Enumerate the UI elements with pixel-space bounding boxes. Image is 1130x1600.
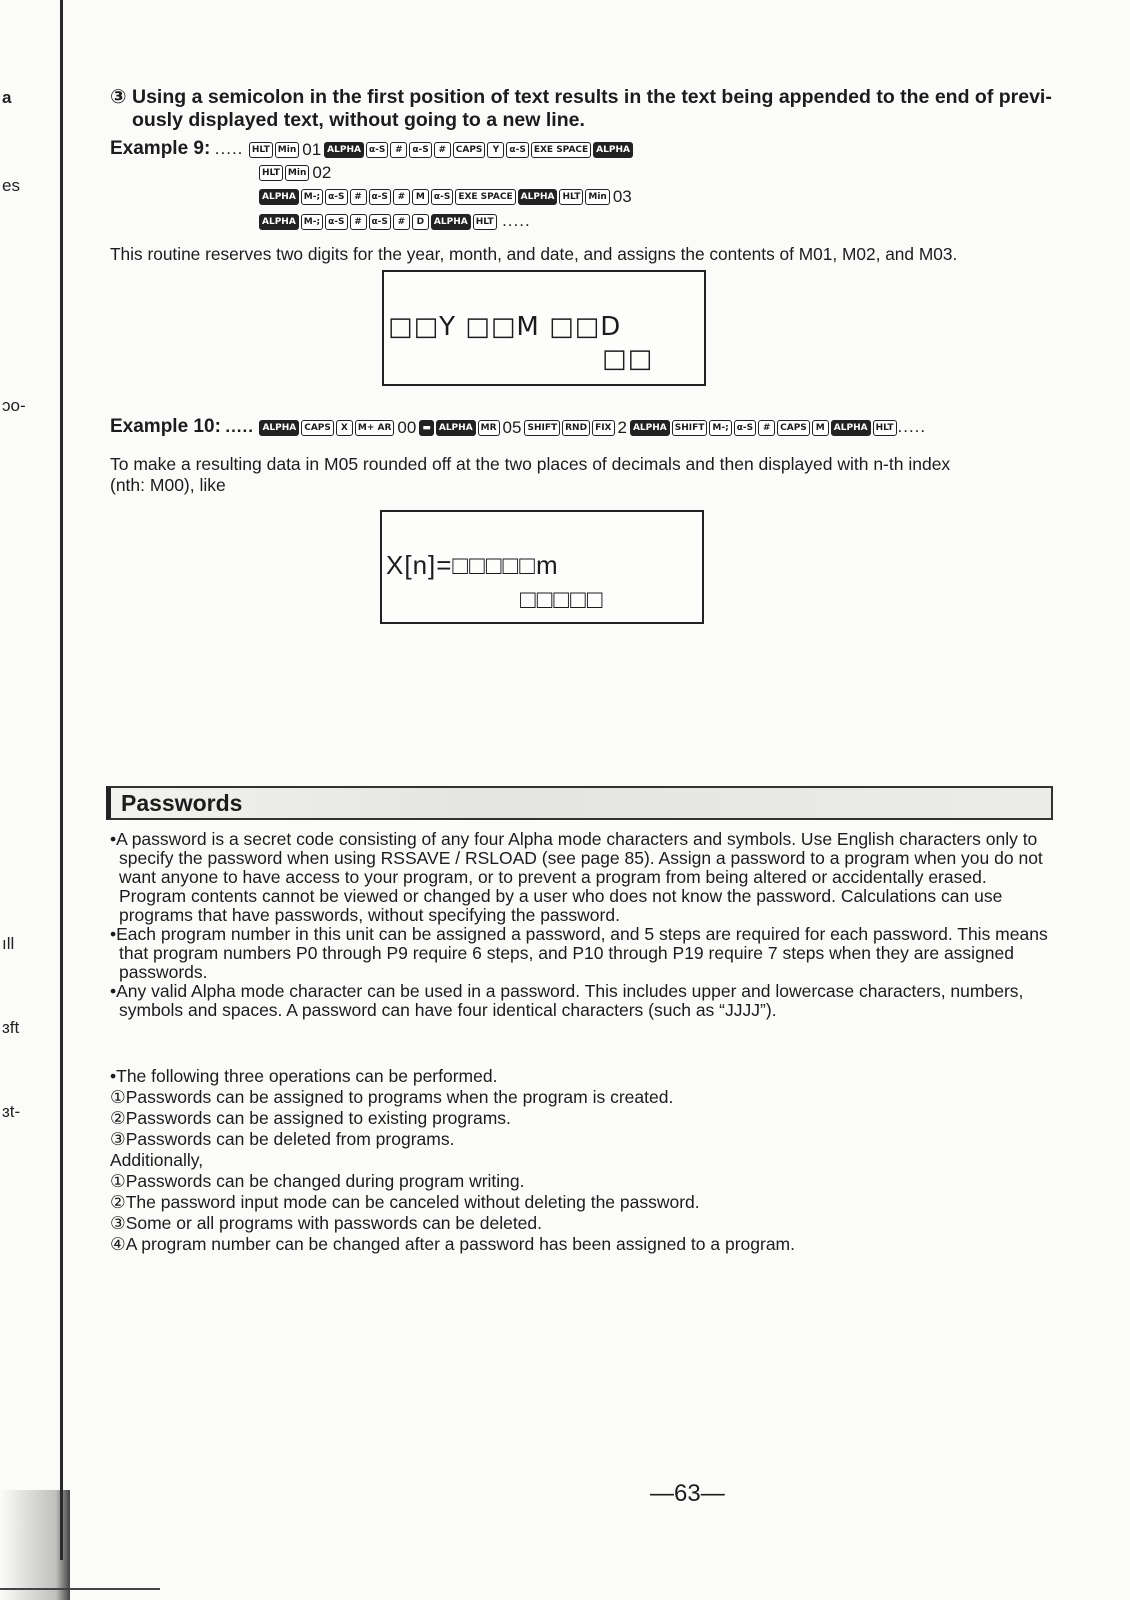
dots: ..... — [225, 417, 254, 436]
hlt-key: HLT — [559, 189, 583, 205]
password-bullets — [110, 830, 1050, 1020]
m-semicolon-key: M-; — [709, 420, 731, 436]
m-semicolon-key: M-; — [301, 214, 323, 230]
example-9-line3 — [258, 186, 634, 208]
fix-key: FIX — [592, 420, 614, 436]
hash-key: # — [393, 189, 410, 205]
rnd-key: RND — [562, 420, 590, 436]
alpha-s-key: α-S — [325, 214, 347, 230]
additionally-label: Additionally, — [110, 1150, 204, 1170]
margin-fragment: ɜft — [2, 1018, 20, 1037]
margin-fragment: ıll — [2, 934, 15, 953]
min-key: Min — [585, 189, 609, 205]
exe-space-key: EXE SPACE — [455, 189, 515, 205]
list-item: ③Some or all programs with passwords can be deleted. — [110, 1213, 543, 1233]
step-heading-line1: Using a semicolon in the first position of text results in the text being appended to the end of previ- — [132, 86, 1052, 108]
digits: 05 — [502, 417, 522, 437]
alpha-key: ALPHA — [259, 189, 299, 205]
dots: ..... — [897, 417, 927, 436]
section-header-bar — [106, 786, 1053, 820]
lcd-line-1: X[n]=□□□□□m — [386, 550, 559, 580]
hash-key: # — [350, 214, 367, 230]
hlt-key: HLT — [873, 420, 897, 436]
example-9-line2 — [258, 162, 333, 184]
digits: 03 — [612, 187, 632, 206]
hash-key: # — [350, 189, 367, 205]
alpha-key: ALPHA — [259, 214, 299, 230]
digits: 02 — [312, 163, 332, 182]
lcd-display-example-10 — [380, 510, 704, 624]
alpha-key: ALPHA — [436, 420, 476, 436]
book-spine-edge — [60, 0, 63, 1560]
dots: ..... — [502, 211, 531, 230]
m-key: M — [412, 189, 429, 205]
example-9-label: Example 9: — [110, 138, 211, 159]
example-9-line4 — [258, 210, 531, 232]
mr-key: MR — [478, 420, 500, 436]
alpha-key: ALPHA — [630, 420, 670, 436]
hlt-key: HLT — [259, 165, 283, 181]
alpha-key: ALPHA — [324, 142, 364, 158]
x-key: X — [336, 420, 353, 436]
alpha-s-key: α-S — [506, 142, 528, 158]
example-9-description: This routine reserves two digits for the year, month, and date, and assigns the contents of M01, M02, and M03. — [110, 244, 958, 264]
lcd-line-2: □□□□□ — [520, 584, 604, 614]
alpha-key: ALPHA — [593, 142, 633, 158]
hlt-key: HLT — [473, 214, 497, 230]
bullet-paragraph: •Any valid Alpha mode character can be used in a password. This includes upper and lowercase characters, numbers, symbols and spaces. A password can have four identical characters (such as “JJJJ”). — [110, 981, 1024, 1020]
shift-key: SHIFT — [524, 420, 560, 436]
d-key: D — [412, 214, 429, 230]
caps-key: CAPS — [777, 420, 810, 436]
example-10-label: Example 10: — [110, 416, 221, 437]
margin-fragment: ɔo- — [2, 396, 26, 415]
digits: 00 — [397, 417, 417, 437]
lcd-display-example-9 — [382, 270, 706, 386]
margin-fragment: ɜt- — [2, 1102, 21, 1121]
caps-key: CAPS — [301, 420, 334, 436]
hash-key: # — [758, 420, 775, 436]
bullet-paragraph: •Each program number in this unit can be assigned a password, and 5 steps are required for each password. This means that program numbers P0 through P9 require 6 steps, and P10 through P19 require 7 steps when they are assigned passwords. — [110, 924, 1048, 982]
list-item: ②The password input mode can be canceled without deleting the password. — [110, 1192, 700, 1212]
list-item: ①Passwords can be assigned to programs when the program is created. — [110, 1087, 674, 1107]
list-item: ④A program number can be changed after a password has been assigned to a program. — [110, 1234, 795, 1254]
alpha-s-key: α-S — [431, 189, 453, 205]
alpha-s-key: α-S — [409, 142, 431, 158]
page-number: —63— — [650, 1480, 725, 1507]
bottom-edge-rule — [0, 1588, 160, 1590]
lcd-line-2: □□ — [602, 344, 654, 374]
step-3-heading — [110, 86, 1070, 132]
page-curl-shadow — [0, 1490, 70, 1600]
description-line-1: To make a resulting data in M05 rounded off at the two places of decimals and then displayed with n-th index — [110, 454, 951, 474]
alpha-s-key: α-S — [734, 420, 756, 436]
example-10-line — [110, 416, 926, 438]
section-title: Passwords — [121, 790, 243, 816]
m-semicolon-key: M-; — [301, 189, 323, 205]
m-key: M — [812, 420, 829, 436]
margin-fragment: a — [2, 88, 12, 107]
operations-intro: •The following three operations can be performed. — [110, 1066, 498, 1086]
alpha-key: ALPHA — [431, 214, 471, 230]
list-item: ①Passwords can be changed during program writing. — [110, 1171, 525, 1191]
alpha-s-key: α-S — [369, 214, 391, 230]
y-key: Y — [487, 142, 504, 158]
shift-key: SHIFT — [672, 420, 708, 436]
alpha-s-key: α-S — [325, 189, 347, 205]
margin-fragment: es — [2, 176, 20, 195]
min-key: Min — [275, 142, 299, 158]
equals-key: ▬ — [419, 420, 434, 436]
digits: 2 — [617, 417, 627, 437]
hash-key: # — [434, 142, 451, 158]
list-item: ②Passwords can be assigned to existing programs. — [110, 1108, 511, 1128]
dots: ..... — [214, 139, 244, 158]
hlt-key: HLT — [249, 142, 273, 158]
operations-list — [110, 1066, 1050, 1255]
m-plus-key: M+ AR — [355, 420, 395, 436]
caps-key: CAPS — [453, 142, 486, 158]
step-number: ③ — [110, 86, 127, 108]
alpha-key: ALPHA — [831, 420, 871, 436]
hash-key: # — [390, 142, 407, 158]
digits: 01 — [302, 139, 322, 159]
bullet-paragraph: •A password is a secret code consisting of any four Alpha mode characters and symbols. Use English characters only to specify the password when using RSSAVE / RSLOAD (see page 85). Assign a password to a program when you do not want anyone to have access to your program, or to prevent a program from being altered or accidentally erased. Program contents cannot be viewed or changed by a user who does not know the password. Calculations can use programs that have passwords, without specifying the password. — [110, 829, 1043, 925]
alpha-key: ALPHA — [518, 189, 558, 205]
lcd-line-1: □□Y □□M □□D — [388, 312, 622, 342]
min-key: Min — [285, 165, 309, 181]
hash-key: # — [393, 214, 410, 230]
example-10-description — [110, 454, 1070, 496]
alpha-key: ALPHA — [259, 420, 299, 436]
alpha-s-key: α-S — [366, 142, 388, 158]
exe-space-key: EXE SPACE — [531, 142, 591, 158]
alpha-s-key: α-S — [369, 189, 391, 205]
list-item: ③Passwords can be deleted from programs. — [110, 1129, 455, 1149]
description-line-2: (nth: M00), like — [110, 475, 226, 495]
step-heading-line2: ously displayed text, without going to a new line. — [132, 109, 585, 131]
example-9-line1 — [110, 138, 634, 160]
